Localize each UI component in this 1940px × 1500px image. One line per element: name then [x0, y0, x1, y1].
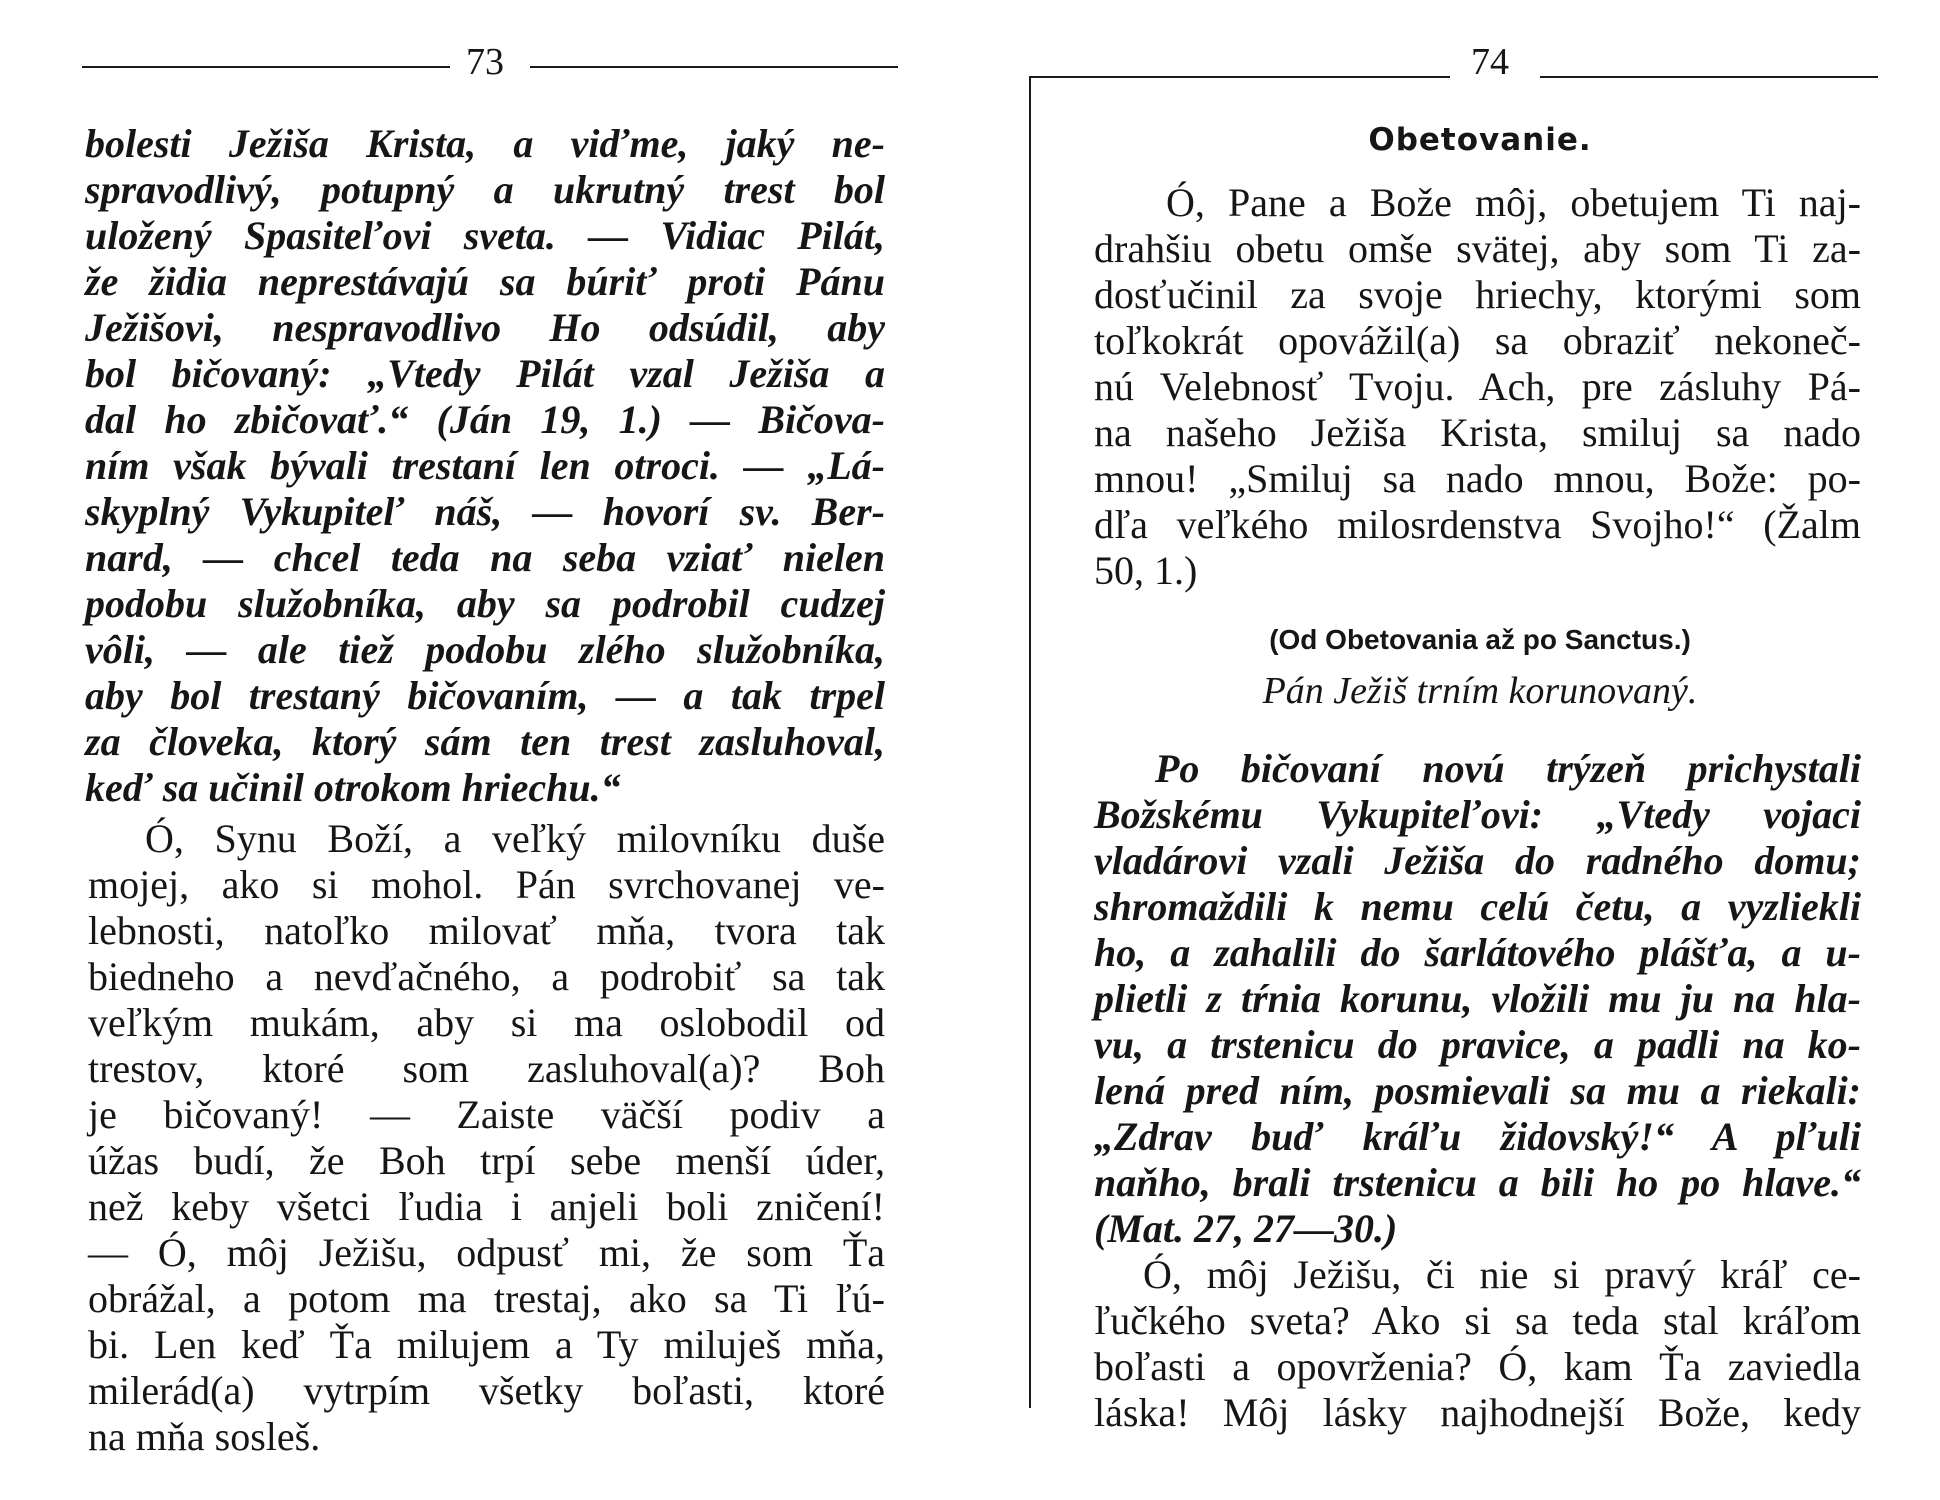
text-line: Ó, Synu Boží, a veľký milovníku duše — [145, 816, 885, 861]
section-note: (Od Obetovania až po Sanctus.) — [1269, 624, 1691, 655]
text-line: lebnosti, natoľko milovať mňa, tvora tak — [88, 908, 885, 953]
section-subtitle: Pán Ježiš trním korunovaný. — [1262, 670, 1698, 712]
text-line: mojej, ako si mohol. Pán svrchovanej ve- — [88, 862, 885, 907]
text-line: nard, — chcel teda na seba vziať nielen — [85, 535, 885, 580]
text-line: Ó, môj Ježišu, či nie si pravý kráľ ce- — [1143, 1252, 1861, 1297]
right-header-rule-left — [1030, 76, 1450, 78]
text-line: vôli, — ale tiež podobu zlého služobníka, — [85, 627, 885, 672]
text-line: spravodlivý, potupný a ukrutný trest bol — [85, 167, 885, 212]
text-line: keď sa učinil otrokom hriechu.“ — [85, 765, 621, 810]
text-line: biedneho a nevďačného, a podrobiť sa tak — [88, 954, 885, 999]
text-line: bi. Len keď Ťa milujem a Ty miluješ mňa, — [88, 1322, 885, 1367]
text-line: mnou! „Smiluj sa nado mnou, Bože: po- — [1094, 456, 1861, 501]
text-line: Ó, Pane a Bože môj, obetujem Ti naj- — [1166, 180, 1861, 225]
text-line: — Ó, môj Ježišu, odpusť mi, že som Ťa — [88, 1230, 885, 1275]
text-line: je bičovaný! — Zaiste väčší podiv a — [88, 1092, 885, 1137]
text-line: Božskému Vykupiteľovi: „Vtedy vojaci — [1094, 792, 1861, 837]
text-line: než keby všetci ľudia i anjeli boli zničení! — [88, 1184, 885, 1229]
left-header-rule-left — [82, 66, 450, 68]
left-header-rule-right — [530, 66, 898, 68]
text-line: nú Velebnosť Tvoju. Ach, pre zásluhy Pá- — [1094, 364, 1861, 409]
text-line: toľkokrát opovážil(a) sa obraziť nekoneč- — [1094, 318, 1861, 363]
text-line: bolesti Ježiša Krista, a viďme, jaký ne- — [85, 121, 885, 166]
text-line: naňho, brali trstenicu a bili ho po hlave.“ — [1094, 1160, 1861, 1205]
text-line: láska! Môj lásky najhodnejší Bože, kedy — [1094, 1390, 1861, 1435]
text-line: vladárovi vzali Ježiša do radného domu; — [1094, 838, 1861, 883]
text-line: lená pred ním, posmievali sa mu a riekali: — [1094, 1068, 1861, 1113]
text-line: aby bol trestaný bičovaním, — a tak trpel — [85, 673, 885, 718]
text-line: Ježišovi, nespravodlivo Ho odsúdil, aby — [85, 305, 885, 350]
text-line: drahšiu obetu omše svätej, aby som Ti za- — [1094, 226, 1861, 271]
text-line: na našeho Ježiša Krista, smiluj sa nado — [1094, 410, 1861, 455]
left-page-number: 73 — [466, 41, 504, 83]
text-line: bol bičovaný: „Vtedy Pilát vzal Ježiša a — [85, 351, 885, 396]
text-line: úžas budí, že Boh trpí sebe menší úder, — [88, 1138, 885, 1183]
text-line: milerád(a) vytrpím všetky boľasti, ktoré — [88, 1368, 885, 1413]
text-line: skyplný Vykupiteľ náš, — hovorí sv. Ber- — [85, 489, 885, 534]
text-line: dal ho zbičovať.“ (Ján 19, 1.) — Bičova- — [85, 397, 885, 442]
text-line: 50, 1.) — [1094, 548, 1198, 593]
text-line: ho, a zahalili do šarlátového plášťa, a u- — [1094, 930, 1861, 975]
text-line: ním však bývali trestaní len otroci. — „Lá- — [85, 443, 885, 488]
text-line: za človeka, ktorý sám ten trest zasluhoval, — [85, 719, 885, 764]
text-line: že židia neprestávajú sa búriť proti Pánu — [85, 259, 885, 304]
text-line: plietli z tŕnia korunu, vložili mu ju na hla- — [1094, 976, 1861, 1021]
text-line: veľkým mukám, aby si ma oslobodil od — [88, 1000, 885, 1045]
text-line: vu, a trstenicu do pravice, a padli na ko- — [1094, 1022, 1861, 1067]
section-heading: Obetovanie. — [1368, 122, 1592, 158]
text-line: podobu služobníka, aby sa podrobil cudzej — [85, 581, 885, 626]
text-line: ľučkého sveta? Ako si sa teda stal kráľom — [1094, 1298, 1861, 1343]
left-page — [0, 0, 960, 1500]
text-line: dosťučinil za svoje hriechy, ktorými som — [1094, 272, 1861, 317]
text-line: trestov, ktoré som zasluhoval(a)? Boh — [88, 1046, 885, 1091]
text-line: shromaždili k nemu celú četu, a vyzliekli — [1094, 884, 1861, 929]
text-line: „Zdrav buď kráľu židovský!“ A pľuli — [1094, 1114, 1861, 1159]
text-line: Po bičovaní novú trýzeň prichystali — [1155, 746, 1861, 791]
right-page — [960, 0, 1940, 1500]
text-line: na mňa sosleš. — [88, 1414, 321, 1459]
text-line: boľasti a opovrženia? Ó, kam Ťa zaviedla — [1094, 1344, 1861, 1389]
text-line: dľa veľkého milosrdenstva Svojho!“ (Žalm — [1094, 502, 1861, 547]
right-header-rule-right — [1540, 76, 1878, 78]
right-page-number: 74 — [1471, 41, 1509, 83]
text-line: obrážal, a potom ma trestaj, ako sa Ti ľú- — [88, 1276, 885, 1321]
text-line: uložený Spasiteľovi sveta. — Vidiac Pilát, — [85, 213, 885, 258]
text-line: (Mat. 27, 27—30.) — [1094, 1206, 1398, 1251]
